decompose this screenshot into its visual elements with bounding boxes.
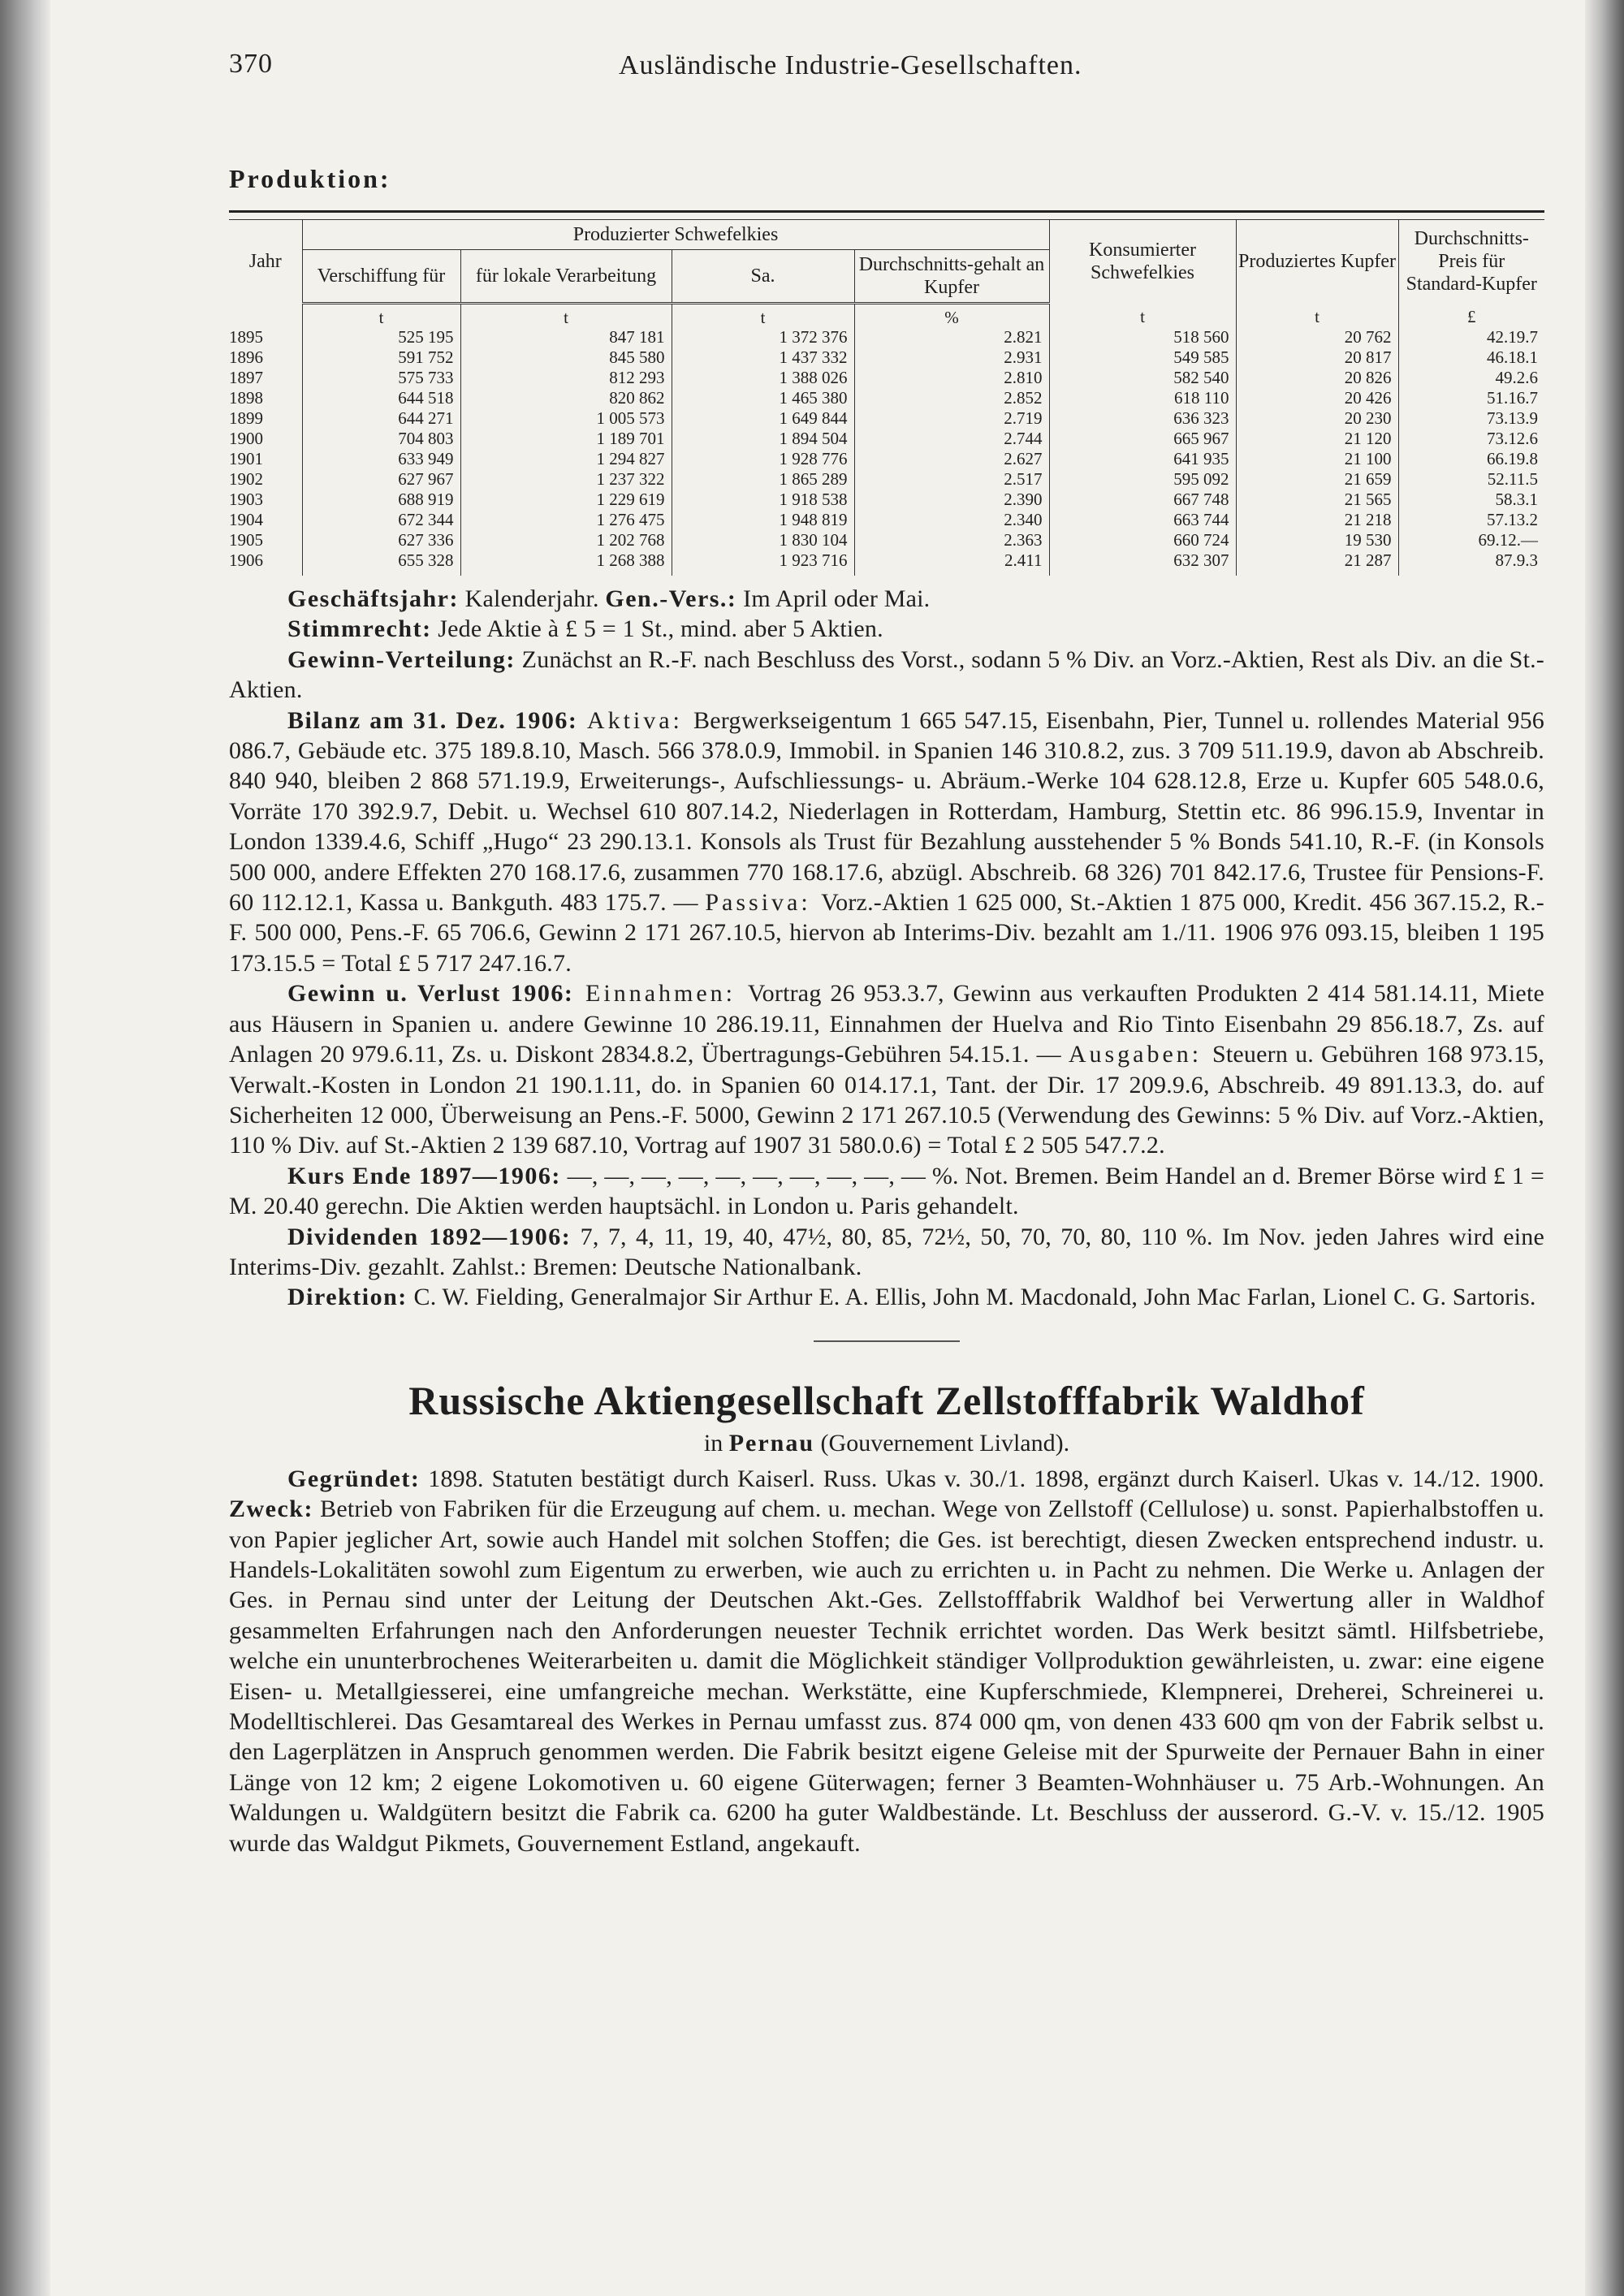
table-row	[229, 368, 1544, 388]
document-page	[229, 42, 1544, 1858]
table-cell: 21 120	[1236, 429, 1398, 449]
table-cell: 49.2.6	[1398, 368, 1544, 388]
col-consumed: Konsumierter Schwefelkies	[1049, 220, 1236, 304]
table-cell: 644 271	[302, 408, 460, 429]
scan-edge-left	[0, 0, 50, 2296]
unit-cell: £	[1398, 304, 1544, 328]
table-cell: 42.19.7	[1398, 327, 1544, 347]
col-avg-price: Durchschnitts-Preis für Standard-Kupfer	[1398, 220, 1544, 304]
unit-cell: t	[1049, 304, 1236, 328]
table-cell: 57.13.2	[1398, 510, 1544, 530]
table-cell: 20 426	[1236, 388, 1398, 408]
table-cell: 2.390	[854, 490, 1049, 510]
table-cell: 1 437 332	[672, 347, 854, 368]
production-table	[229, 219, 1544, 576]
table-cell: 549 585	[1049, 347, 1236, 368]
col-year: Jahr	[229, 220, 302, 304]
table-cell: 20 826	[1236, 368, 1398, 388]
table-cell: 525 195	[302, 327, 460, 347]
label-zweck: Zweck:	[229, 1495, 313, 1523]
table-cell: 69.12.—	[1398, 530, 1544, 550]
label-direktion: Direktion:	[287, 1284, 408, 1311]
table-cell: 1 005 573	[460, 408, 672, 429]
text-ausgaben: Steuern u. Gebühren 168 973.15, Verwalt.-Kosten in London 21 190.1.11, do. in Spanien 60 014.17.1, Tant. der Dir. 17 209.9.6, Abschreib. 49 891.13.3, do. auf Sicherheiten 12 000, Überweisung an Pens.-F. 5000, Gewinn 2 171 267.10.5 (Verwendung des Gewinns: 5 % Div. auf Vorz.-Aktien, 110 % Div. auf St.-Aktien 2 139 687.10, Vortrag auf 1907 31 580.0.6) = Total £ 2 505 547.7.2.	[229, 1041, 1544, 1159]
table-cell: 1898	[229, 388, 263, 408]
text-kurs: —, —, —, —, —, —, —, —, —, — %. Not. Bremen. Beim Handel an d. Bremer Börse wird £ 1 = M. 20.40 gerechn. Die Aktien werden hauptsächl. in London u. Paris gehandelt.	[229, 1162, 1544, 1220]
paragraph-gewinn-verteilung	[229, 645, 1544, 706]
table-cell: 1895	[229, 327, 263, 347]
unit-cell: t	[302, 304, 460, 328]
table-cell: 73.13.9	[1398, 408, 1544, 429]
label-aktiva: Aktiva:	[577, 706, 694, 734]
table-cell: 19 530	[1236, 530, 1398, 550]
table-cell: 1901	[229, 449, 263, 468]
page-number: 370	[229, 49, 273, 79]
col-sum: Sa.	[672, 250, 854, 304]
table-cell: 1 923 716	[672, 550, 854, 576]
table-row	[229, 490, 1544, 510]
company-text-2	[229, 1464, 1544, 1858]
table-cell: 1 202 768	[460, 530, 672, 550]
table-row	[229, 449, 1544, 469]
table-row	[229, 510, 1544, 530]
table-cell: 51.16.7	[1398, 388, 1544, 408]
table-cell: 1 928 776	[672, 449, 854, 469]
unit-cell	[229, 304, 302, 328]
text-einnahmen: Vortrag 26 953.3.7, Gewinn aus verkauften Produkten 2 414 581.14.11, Miete aus Häusern in Spanien u. andere Gewinne 10 286.19.11, Einnahmen der Huelva and Rio Tinto Eisenbahn 29 856.18.7, Zs. auf Anlagen 20 979.6.11, Zs. u. Diskont 2834.8.2, Übertragungs-Gebühren 54.15.1. —	[229, 980, 1544, 1068]
col-copper-produced: Produziertes Kupfer	[1236, 220, 1398, 304]
table-cell: 627 336	[302, 530, 460, 550]
table-cell: 1 189 701	[460, 429, 672, 449]
section-separator	[814, 1340, 960, 1342]
table-row	[229, 469, 1544, 490]
paragraph-geschaeftsjahr	[229, 584, 1544, 614]
heading-rule	[229, 210, 1544, 213]
table-cell: 1896	[229, 347, 263, 367]
table-cell: 1897	[229, 368, 263, 387]
col-local: für lokale Verarbeitung	[460, 250, 672, 304]
table-cell: 2.931	[854, 347, 1049, 368]
table-cell: 2.411	[854, 550, 1049, 576]
table-cell: 641 935	[1049, 449, 1236, 469]
text-dividenden: 7, 7, 4, 11, 19, 40, 47½, 80, 85, 72½, 50, 70, 70, 80, 110 %. Im Nov. jeden Jahres wird eine Interims-Div. gezahlt. Zahlst.: Bremen: Deutsche Nationalbank.	[229, 1223, 1544, 1280]
table-cell: 660 724	[1049, 530, 1236, 550]
location-prefix: in	[703, 1429, 729, 1457]
table-cell: 1 918 538	[672, 490, 854, 510]
table-row	[229, 327, 1544, 347]
production-table-body	[229, 304, 1544, 576]
table-cell: 618 110	[1049, 388, 1236, 408]
table-cell: 73.12.6	[1398, 429, 1544, 449]
paragraph-kurs	[229, 1161, 1544, 1222]
paragraph-stimmrecht	[229, 614, 1544, 644]
table-cell: 2.363	[854, 530, 1049, 550]
table-cell: 591 752	[302, 347, 460, 368]
table-cell: 20 817	[1236, 347, 1398, 368]
label-ausgaben: Ausgaben:	[1068, 1041, 1212, 1068]
table-row	[229, 388, 1544, 408]
table-row	[229, 550, 1544, 576]
table-cell: 636 323	[1049, 408, 1236, 429]
label-bilanz: Bilanz am 31. Dez. 1906:	[287, 706, 578, 734]
table-cell: 644 518	[302, 388, 460, 408]
table-cell: 633 949	[302, 449, 460, 469]
text-gewinn-verteilung: Zunächst an R.-F. nach Beschluss des Vorst., sodann 5 % Div. an Vorz.-Aktien, Rest als Div. an die St.-Aktien.	[229, 645, 1544, 704]
unit-cell: t	[460, 304, 672, 328]
table-cell: 52.11.5	[1398, 469, 1544, 490]
table-cell: 1 229 619	[460, 490, 672, 510]
table-cell: 21 287	[1236, 550, 1398, 576]
unit-cell: %	[854, 304, 1049, 328]
table-cell: 2.810	[854, 368, 1049, 388]
label-gewinn-verlust: Gewinn u. Verlust 1906:	[287, 980, 574, 1008]
company-title: Russische Aktiengesellschaft Zellstofffabrik Waldhof	[408, 1377, 1365, 1423]
unit-cell: t	[672, 304, 854, 328]
table-row	[229, 408, 1544, 429]
paragraph-dividenden	[229, 1222, 1544, 1283]
table-cell: 2.517	[854, 469, 1049, 490]
location-city: Pernau	[728, 1429, 815, 1457]
col-shipping: Verschiffung für	[302, 250, 460, 304]
table-cell: 2.719	[854, 408, 1049, 429]
table-cell: 1903	[229, 490, 263, 509]
table-cell: 2.852	[854, 388, 1049, 408]
label-gegruendet: Gegründet:	[287, 1465, 421, 1492]
table-cell: 87.9.3	[1398, 550, 1544, 576]
production-heading: Produktion:	[229, 164, 391, 193]
text-direktion: C. W. Fielding, Generalmajor Sir Arthur E. A. Ellis, John M. Macdonald, John Mac Farlan, Lionel C. G. Sartoris.	[407, 1284, 1536, 1311]
table-cell: 665 967	[1049, 429, 1236, 449]
location-suffix: (Gouvernement Livland).	[814, 1429, 1070, 1457]
text-stimmrecht: Jede Aktie à £ 5 = 1 St., mind. aber 5 Aktien.	[431, 615, 883, 643]
table-cell: 1906	[229, 550, 263, 570]
running-head	[229, 42, 1544, 91]
table-cell: 21 218	[1236, 510, 1398, 530]
table-cell: 820 862	[460, 388, 672, 408]
table-cell: 1 294 827	[460, 449, 672, 469]
table-cell: 2.744	[854, 429, 1049, 449]
text-passiva: Vorz.-Aktien 1 625 000, St.-Aktien 1 875 000, Kredit. 456 367.15.2, R.-F. 500 000, Pens.-F. 65 706.6, Gewinn 2 171 267.10.5, hiervon ab Interims-Div. bezahlt am 1./11. 1906 976 093.15, bleiben 1 195 173.15.5 = Total £ 5 717 247.16.7.	[229, 889, 1544, 977]
table-cell: 1 372 376	[672, 327, 854, 347]
table-cell: 627 967	[302, 469, 460, 490]
running-title: Ausländische Industrie-Gesellschaften.	[619, 50, 1082, 80]
table-cell: 1902	[229, 469, 263, 489]
label-dividenden: Dividenden 1892—1906:	[287, 1223, 572, 1250]
table-cell: 1 276 475	[460, 510, 672, 530]
company-location	[229, 1428, 1544, 1459]
label-kurs: Kurs Ende 1897—1906:	[287, 1162, 561, 1189]
table-cell: 1 465 380	[672, 388, 854, 408]
paragraph-direktion	[229, 1282, 1544, 1312]
table-cell: 2.627	[854, 449, 1049, 469]
table-cell: 595 092	[1049, 469, 1236, 490]
table-cell: 1905	[229, 530, 263, 550]
units-row	[229, 304, 1544, 328]
table-cell: 672 344	[302, 510, 460, 530]
table-cell: 21 659	[1236, 469, 1398, 490]
table-cell: 2.340	[854, 510, 1049, 530]
table-cell: 58.3.1	[1398, 490, 1544, 510]
text-geschaeftsjahr: Kalenderjahr.	[458, 585, 606, 612]
table-cell: 66.19.8	[1398, 449, 1544, 469]
unit-cell: t	[1236, 304, 1398, 328]
table-cell: 1 948 819	[672, 510, 854, 530]
table-cell: 1 388 026	[672, 368, 854, 388]
label-passiva: Passiva:	[705, 889, 822, 917]
table-cell: 632 307	[1049, 550, 1236, 576]
paragraph-gegruendet	[229, 1464, 1544, 1858]
table-cell: 1899	[229, 408, 263, 428]
scan-edge-right	[1585, 0, 1624, 2296]
label-stimmrecht: Stimmrecht:	[287, 615, 432, 643]
table-cell: 1 649 844	[672, 408, 854, 429]
table-cell: 845 580	[460, 347, 672, 368]
table-cell: 575 733	[302, 368, 460, 388]
col-group-produced-pyrite: Produzierter Schwefelkies	[302, 220, 1049, 250]
table-cell: 1 865 289	[672, 469, 854, 490]
table-cell: 582 540	[1049, 368, 1236, 388]
table-cell: 812 293	[460, 368, 672, 388]
text-gegruendet: 1898. Statuten bestätigt durch Kaiserl. Russ. Ukas v. 30./1. 1898, ergänzt durch Kaiserl. Ukas v. 14./12. 1900.	[420, 1465, 1544, 1492]
table-cell: 1 830 104	[672, 530, 854, 550]
label-gewinn-verteilung: Gewinn-Verteilung:	[287, 645, 516, 673]
text-gen-vers: Im April oder Mai.	[736, 585, 931, 612]
table-row	[229, 347, 1544, 368]
table-cell: 20 762	[1236, 327, 1398, 347]
table-cell: 704 803	[302, 429, 460, 449]
table-cell: 1 237 322	[460, 469, 672, 490]
label-einnahmen: Einnahmen:	[573, 980, 748, 1008]
table-cell: 21 565	[1236, 490, 1398, 510]
table-cell: 1900	[229, 429, 263, 448]
table-cell: 21 100	[1236, 449, 1398, 469]
table-cell: 20 230	[1236, 408, 1398, 429]
col-copper-content: Durchschnitts-gehalt an Kupfer	[854, 250, 1049, 304]
table-cell: 2.821	[854, 327, 1049, 347]
label-geschaeftsjahr: Geschäftsjahr:	[287, 585, 459, 612]
table-cell: 46.18.1	[1398, 347, 1544, 368]
table-cell: 655 328	[302, 550, 460, 576]
table-cell: 688 919	[302, 490, 460, 510]
table-cell: 847 181	[460, 327, 672, 347]
table-cell: 518 560	[1049, 327, 1236, 347]
company-text-1	[229, 584, 1544, 1313]
table-row	[229, 530, 1544, 550]
table-cell: 1 268 388	[460, 550, 672, 576]
table-cell: 1 894 504	[672, 429, 854, 449]
table-cell: 663 744	[1049, 510, 1236, 530]
table-cell: 1904	[229, 510, 263, 529]
paragraph-gewinn-verlust	[229, 978, 1544, 1160]
paragraph-bilanz	[229, 706, 1544, 979]
text-zweck: Betrieb von Fabriken für die Erzeugung auf chem. u. mechan. Wege von Zellstoff (Cellulose) u. sonst. Papierhalbstoffen u. von Papier jeglicher Art, sowie auch Handel mit solchen Stoffen; die Ges. ist berechtigt, diesen Zwecken entsprechend industr. u. Handels-Lokalitäten sowohl zum Eigentum zu erwerben, wie auch zu errichten u. in Pacht zu nehmen. Die Werke u. Anlagen der Ges. in Pernau sind unter der Leitung der Deutschen Akt.-Ges. Zellstofffabrik Waldhof bei Verwertung aller in Waldhof gesammelten Erfahrungen nach den Anforderungen neuester Technik errichtet worden. Das Werk besitzt sämtl. Hilfsbetriebe, welche ein ununterbrochenes Weiterarbeiten u. damit die Möglichkeit ständiger Vollproduktion gewährleisten, u. zwar: eine eigene Eisen- u. Metallgiesserei, eine umfangreiche mechan. Werkstätte, eine Kupferschmiede, Klempnerei, Dreherei, Schreinerei u. Modelltischlerei. Das Gesamtareal des Werkes in Pernau umfasst zus. 874 000 qm, von denen 433 600 qm von der Fabrik selbst u. den Lagerplätzen in Anspruch genommen werden. Die Fabrik besitzt eigene Geleise mit der Spurweite der Pernauer Bahn in einer Länge von 12 km; 2 eigene Lokomotiven u. 60 eigene Güterwagen; ferner 3 Beamten-Wohnhäuser u. 75 Arb.-Wohnungen. An Waldungen u. Waldgütern besitzt die Fabrik ca. 6200 ha guter Waldbestände. Lt. Beschluss der ausserord. G.-V. v. 15./12. 1905 wurde das Waldgut Pikmets, Gouvernement Estland, angekauft.	[229, 1495, 1544, 1857]
label-gen-vers: Gen.-Vers.:	[605, 585, 737, 612]
table-row	[229, 429, 1544, 449]
text-aktiva: Bergwerkseigentum 1 665 547.15, Eisenbahn, Pier, Tunnel u. rollendes Material 956 086.7, Gebäude etc. 375 189.8.10, Masch. 566 378.0.9, Immobil. in Spanien 146 310.8.2, zus. 3 709 511.19.9, davon ab Abschreib. 840 940, bleiben 2 868 571.19.9, Erweiterungs-, Aufschliessungs- u. Abräum.-Werke 104 628.12.8, Erze u. Kupfer 605 548.0.6, Vorräte 170 392.9.7, Debit. u. Wechsel 610 807.14.2, Niederlagen in Rotterdam, Hamburg, Stettin etc. 86 996.15.9, Inventar in London 1339.4.6, Schiff „Hugo“ 23 290.13.1. Konsols als Trust für Bezahlung ausstehender 5 % Bonds 541.10, R.-F. (in Konsols 500 000, andere Effekten 270 168.17.6, zusammen 770 168.17.6, abzügl. Abschreib. 68 326) 701 842.17.6, Trustee für Pensions-F. 60 112.12.1, Kassa u. Bankguth. 483 175.7. —	[229, 706, 1544, 917]
table-cell: 667 748	[1049, 490, 1236, 510]
